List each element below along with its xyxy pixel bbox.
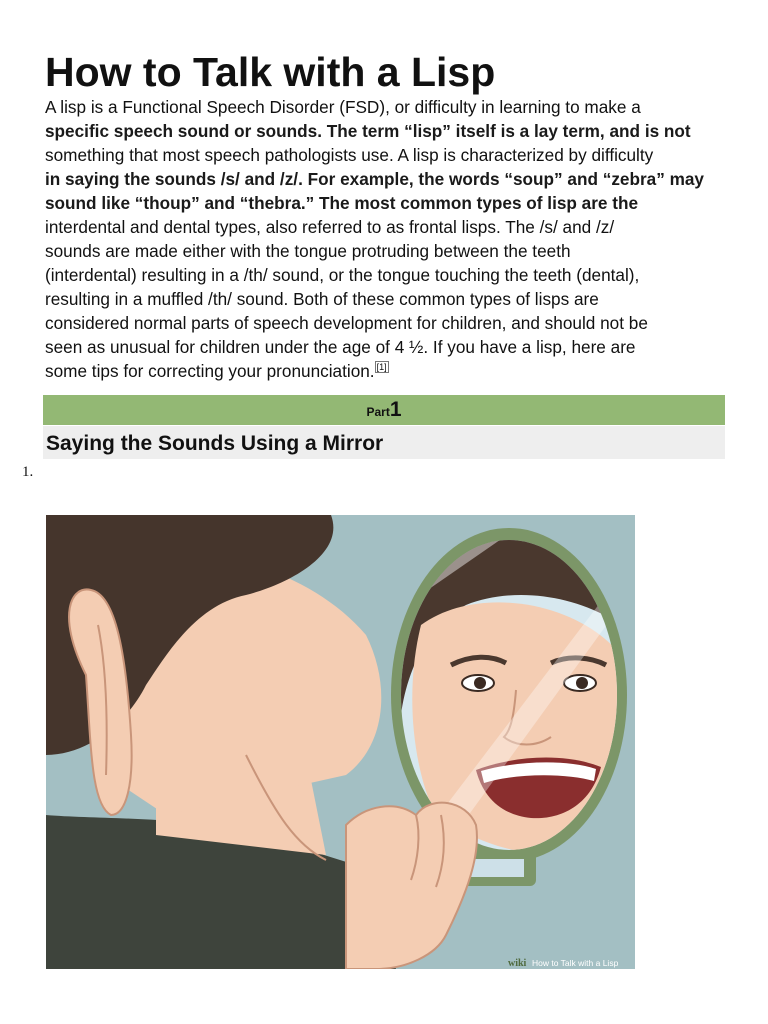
reflection-pupil-left: [474, 677, 486, 689]
watermark-brand: wiki: [508, 958, 527, 969]
intro-line: seen as unusual for children under the age of 4 ½. If you have a lisp, here are: [45, 337, 636, 357]
part-label: Part: [366, 405, 390, 419]
intro-line: in saying the sounds /s/ and /z/. For example, the words “soup” and “zebra” may: [45, 169, 704, 189]
watermark-title: How to Talk with a Lisp: [532, 958, 619, 968]
intro-line: resulting in a muffled /th/ sound. Both of these common types of lisps are: [45, 289, 599, 309]
intro-line: (interdental) resulting in a /th/ sound, or the tongue touching the teeth (dental),: [45, 265, 640, 285]
section-title: Saying the Sounds Using a Mirror: [46, 432, 384, 455]
section-header: [43, 426, 725, 459]
intro-line: sound like “thoup” and “thebra.” The most common types of lisp are the: [45, 193, 639, 213]
intro-paragraph: [45, 95, 735, 383]
intro-line-last: [45, 359, 735, 383]
reflection-pupil-right: [576, 677, 588, 689]
intro-line: something that most speech pathologists use. A lisp is characterized by difficulty: [45, 145, 654, 165]
illustration-svg: [46, 515, 635, 969]
part-number: 1: [389, 398, 402, 421]
intro-line-text: some tips for correcting your pronunciation.: [45, 361, 375, 381]
part-header: [43, 395, 725, 425]
reference-link[interactable]: [1]: [376, 362, 387, 373]
step-illustration: [46, 515, 635, 969]
intro-line: A lisp is a Functional Speech Disorder (FSD), or difficulty in learning to make a: [45, 97, 641, 117]
step-number: 1.: [22, 464, 34, 480]
intro-line: interdental and dental types, also referred to as frontal lisps. The /s/ and /z/: [45, 217, 615, 237]
intro-line: sounds are made either with the tongue protruding between the teeth: [45, 241, 571, 261]
article-title: How to Talk with a Lisp: [45, 49, 496, 95]
intro-line: considered normal parts of speech development for children, and should not be: [45, 313, 648, 333]
watermark: [504, 955, 633, 969]
intro-line: specific speech sound or sounds. The term “lisp” itself is a lay term, and is not: [45, 121, 691, 141]
